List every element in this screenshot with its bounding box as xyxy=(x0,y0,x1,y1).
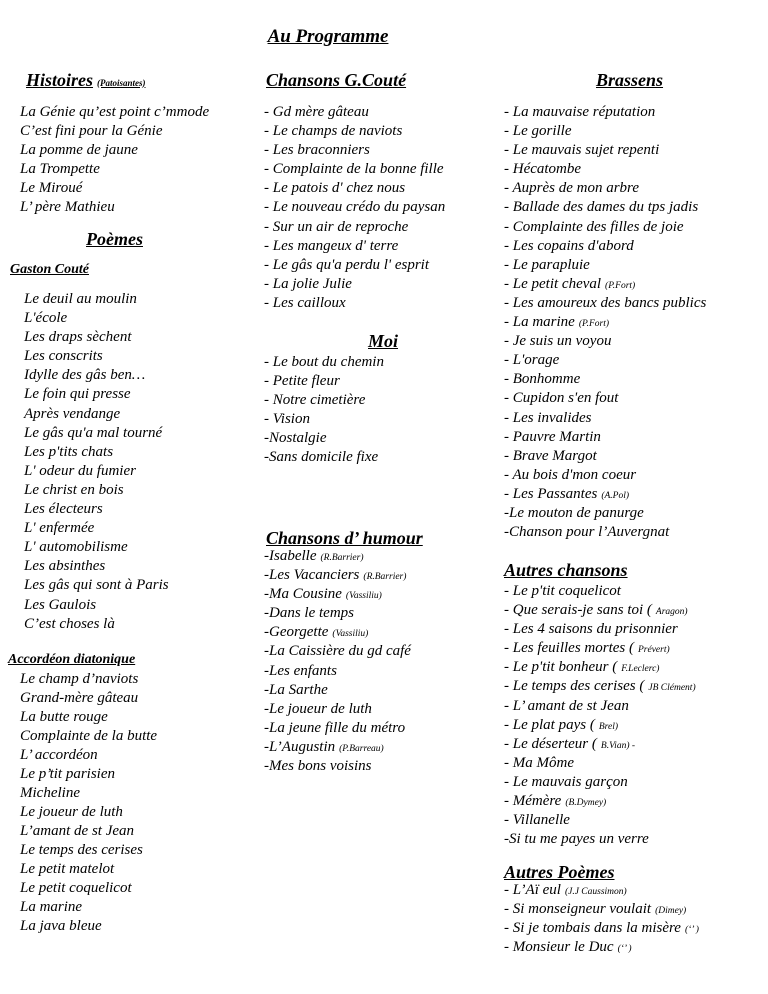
item-text: - Le déserteur ( xyxy=(504,735,597,752)
list-item xyxy=(264,604,411,623)
list-item xyxy=(20,784,157,803)
list-item xyxy=(24,519,169,538)
item-text: Le gâs qu'a mal tourné xyxy=(24,424,163,441)
item-text: La java bleue xyxy=(20,918,102,934)
item-text: -Si tu me payes un verre xyxy=(504,831,649,848)
list-item xyxy=(264,547,411,566)
item-text: Le deuil au moulin xyxy=(24,291,137,307)
item-text: - Villanelle xyxy=(504,812,570,829)
list-item xyxy=(504,485,706,504)
list-item xyxy=(264,623,411,642)
accordeon-heading: Accordéon diatonique xyxy=(8,652,136,667)
list-item xyxy=(24,366,169,385)
item-text: - Si monseigneur voulait xyxy=(504,901,652,918)
list-item xyxy=(264,237,445,256)
item-note: (R.Barrier) xyxy=(320,553,364,563)
item-text: - Le nouveau crédo du paysan xyxy=(264,199,446,216)
item-text: - L'orage xyxy=(504,352,560,369)
list-item xyxy=(20,689,157,708)
item-text: -La jeune fille du métro xyxy=(264,719,406,736)
list-item xyxy=(504,313,706,332)
item-text: - Que serais-je sans toi ( xyxy=(504,602,652,619)
list-item xyxy=(264,179,445,198)
poemes-list xyxy=(24,290,169,634)
item-text: - Vision xyxy=(264,411,310,428)
list-item xyxy=(20,746,157,765)
item-text: Le petit coquelicot xyxy=(20,880,132,896)
brassens-list xyxy=(504,103,706,542)
item-text: - Gd mère gâteau xyxy=(264,104,369,120)
list-item xyxy=(504,504,706,523)
page-title: Au Programme xyxy=(267,26,389,47)
item-text: -Les Vacanciers xyxy=(264,567,360,584)
item-text: Le p’tit parisien xyxy=(20,766,116,782)
poemes-heading: Poèmes xyxy=(86,229,143,249)
list-item xyxy=(20,670,157,689)
item-text: Les Gaulois xyxy=(24,596,97,613)
list-item xyxy=(264,662,411,681)
list-item xyxy=(504,237,706,256)
item-text: - Le mauvais garçon xyxy=(504,773,628,790)
list-item xyxy=(24,405,169,424)
list-item xyxy=(264,275,445,294)
item-note: (J.J Caussimon) xyxy=(564,887,627,897)
list-item xyxy=(20,727,157,746)
autres-chansons-list xyxy=(504,582,696,849)
item-text: - Le bout du chemin xyxy=(264,354,384,370)
brassens-heading: Brassens xyxy=(596,70,664,90)
item-note: (R.Barrier) xyxy=(363,572,407,583)
list-item xyxy=(504,601,696,620)
list-item xyxy=(20,708,157,727)
item-text: -L’Augustin xyxy=(264,738,336,755)
histoires-list xyxy=(20,103,209,218)
histoires-note: (Patoisantes) xyxy=(97,78,146,88)
list-item xyxy=(504,919,699,938)
list-item xyxy=(504,103,706,122)
item-text: - Bonhomme xyxy=(504,371,581,388)
item-text: - Les amoureux des bancs publics xyxy=(504,294,707,311)
item-text: -La Sarthe xyxy=(264,681,328,698)
item-note: F.Leclerc) xyxy=(621,664,660,675)
item-text: Les conscrits xyxy=(24,348,103,365)
list-item xyxy=(264,738,411,757)
item-text: - Les mangeux d' terre xyxy=(264,237,399,254)
item-text: - Si je tombais dans la misère xyxy=(504,920,681,937)
list-item xyxy=(264,719,411,738)
list-item xyxy=(504,294,706,313)
item-text: - Au bois d'mon coeur xyxy=(504,466,637,483)
item-text: Le temps des cerises xyxy=(20,842,143,858)
item-text: - Le champs de naviots xyxy=(264,123,403,140)
list-item xyxy=(24,576,169,595)
list-item xyxy=(264,198,445,217)
list-item xyxy=(504,658,696,677)
item-note: (Vassiliu) xyxy=(345,591,382,602)
list-item xyxy=(504,881,699,900)
list-item xyxy=(264,353,384,372)
item-text: Complainte de la butte xyxy=(20,728,158,744)
item-text: - Les 4 saisons du prisonnier xyxy=(504,621,678,638)
item-note: (Dimey) xyxy=(655,906,687,917)
item-text: -Le mouton de panurge xyxy=(504,504,644,521)
item-text: - Le gorille xyxy=(504,123,572,140)
list-item xyxy=(24,596,169,615)
list-item xyxy=(264,256,445,275)
moi-list xyxy=(264,353,384,468)
item-note: Prévert) xyxy=(637,645,670,656)
item-text: L' automobilisme xyxy=(24,539,128,556)
list-item xyxy=(20,917,157,936)
list-item xyxy=(504,582,696,601)
autres-poemes-heading: Autres Poèmes xyxy=(504,862,615,882)
list-item xyxy=(504,179,706,198)
item-text: -Dans le temps xyxy=(264,605,354,622)
list-item xyxy=(504,256,706,275)
item-text: - Les braconniers xyxy=(264,142,370,159)
list-item xyxy=(264,429,384,448)
item-text: Les gâs qui sont à Paris xyxy=(24,577,169,594)
item-text: La marine xyxy=(20,899,83,915)
item-text: C’est fini pour la Génie xyxy=(20,123,163,140)
item-note: (P.Fort) xyxy=(578,319,610,330)
item-text: - La jolie Julie xyxy=(264,275,352,292)
list-item xyxy=(504,447,706,466)
item-text: - Le p'tit bonheur ( xyxy=(504,659,618,676)
list-item xyxy=(504,938,699,957)
item-text: Le foin qui presse xyxy=(24,386,131,403)
item-text: L’amant de st Jean xyxy=(20,823,135,839)
item-note: (‘’ ) xyxy=(684,925,699,936)
list-item xyxy=(264,294,445,313)
item-text: - Les Passantes xyxy=(504,485,598,502)
item-note: (‘’ ) xyxy=(617,944,632,955)
item-text: - Le temps des cerises ( xyxy=(504,678,645,695)
list-item xyxy=(20,879,157,898)
list-item xyxy=(504,697,696,716)
list-item xyxy=(20,803,157,822)
list-item xyxy=(24,615,169,634)
list-item xyxy=(504,811,696,830)
list-item xyxy=(504,900,699,919)
item-text: Les p'tits chats xyxy=(24,443,114,460)
list-item xyxy=(264,160,445,179)
list-item xyxy=(24,500,169,519)
item-text: - Brave Margot xyxy=(504,447,597,464)
item-text: -Chanson pour l’Auvergnat xyxy=(504,524,670,541)
item-text: La butte rouge xyxy=(20,709,108,725)
item-text: - Petite fleur xyxy=(264,373,340,390)
item-text: - Mémère xyxy=(504,793,562,810)
moi-heading: Moi xyxy=(368,331,399,351)
list-item xyxy=(264,642,411,661)
list-item xyxy=(24,385,169,404)
item-text: Le petit matelot xyxy=(20,861,115,877)
item-text: -Ma Cousine xyxy=(264,586,342,603)
poemes-subtitle: Gaston Couté xyxy=(10,262,89,277)
item-text: - Les invalides xyxy=(504,409,592,426)
item-text: - Ma Môme xyxy=(504,754,574,771)
list-item xyxy=(264,391,384,410)
list-item xyxy=(20,179,209,198)
item-text: Le joueur de luth xyxy=(20,804,123,820)
item-text: -Georgette xyxy=(264,624,329,641)
item-note: (B.Dymey) xyxy=(565,798,607,809)
item-note: (Vassiliu) xyxy=(332,629,369,640)
item-text: - Auprès de mon arbre xyxy=(504,180,639,197)
list-item xyxy=(504,122,706,141)
item-text: - Pauvre Martin xyxy=(504,428,601,445)
list-item xyxy=(264,700,411,719)
list-item xyxy=(24,443,169,462)
list-item xyxy=(504,389,706,408)
item-text: -La Caissière du gd café xyxy=(264,643,411,660)
item-text: L' enfermée xyxy=(24,520,95,537)
item-text: C’est choses là xyxy=(24,615,115,632)
list-item xyxy=(504,466,706,485)
list-item xyxy=(20,198,209,217)
list-item xyxy=(24,557,169,576)
list-item xyxy=(20,141,209,160)
list-item xyxy=(504,830,696,849)
autres-poemes-list xyxy=(504,881,699,957)
list-item xyxy=(264,103,445,122)
item-text: Le Miroué xyxy=(20,180,83,197)
list-item xyxy=(264,681,411,700)
list-item xyxy=(264,141,445,160)
item-text: - Ballade des dames du tps jadis xyxy=(504,199,699,216)
list-item xyxy=(24,424,169,443)
item-text: - Complainte de la bonne fille xyxy=(264,161,444,178)
item-text: La Génie qu’est point c’mmode xyxy=(20,104,210,120)
list-item xyxy=(24,309,169,328)
histoires-title: Histoires xyxy=(26,70,94,90)
list-item xyxy=(264,218,445,237)
list-item xyxy=(20,898,157,917)
item-text: Le champ d’naviots xyxy=(20,671,139,687)
list-item xyxy=(20,160,209,179)
list-item xyxy=(504,677,696,696)
item-text: - Les cailloux xyxy=(264,294,346,311)
list-item xyxy=(24,290,169,309)
list-item xyxy=(20,860,157,879)
item-text: L'école xyxy=(24,310,68,327)
item-text: - Cupidon s'en fout xyxy=(504,390,619,407)
list-item xyxy=(504,792,696,811)
item-text: - Le mauvais sujet repenti xyxy=(504,142,660,159)
item-note: Brel) xyxy=(598,721,618,732)
chansons-coute-heading: Chansons G.Couté xyxy=(266,70,407,90)
list-item xyxy=(504,141,706,160)
list-item xyxy=(264,566,411,585)
list-item xyxy=(504,160,706,179)
item-text: L’ accordéon xyxy=(20,747,98,763)
item-text: Micheline xyxy=(20,785,80,801)
item-text: - Le p'tit coquelicot xyxy=(504,583,621,599)
humour-heading: Chansons d’ humour xyxy=(266,528,423,548)
item-text: - Les feuilles mortes ( xyxy=(504,640,634,657)
item-note: B.Vian) - xyxy=(600,740,636,751)
item-text: -Isabelle xyxy=(264,548,317,564)
item-note: JB Clément) xyxy=(648,683,696,694)
list-item xyxy=(24,328,169,347)
list-item xyxy=(504,773,696,792)
list-item xyxy=(504,428,706,447)
item-text: - Sur un air de reproche xyxy=(264,218,409,235)
item-text: Les draps sèchent xyxy=(24,329,132,346)
list-item xyxy=(264,122,445,141)
item-text: - Le parapluie xyxy=(504,256,590,273)
list-item xyxy=(24,538,169,557)
item-text: - Hécatombe xyxy=(504,161,582,178)
item-text: L' odeur du fumier xyxy=(24,462,136,479)
item-text: -Le joueur de luth xyxy=(264,700,372,717)
list-item xyxy=(504,523,706,542)
list-item xyxy=(504,735,696,754)
list-item xyxy=(24,481,169,500)
list-item xyxy=(264,410,384,429)
item-note: Aragon) xyxy=(655,607,688,618)
list-item xyxy=(20,122,209,141)
item-text: Après vendange xyxy=(24,405,121,422)
list-item xyxy=(24,347,169,366)
item-text: - L’ amant de st Jean xyxy=(504,697,629,714)
list-item xyxy=(24,462,169,481)
item-text: -Les enfants xyxy=(264,662,337,679)
item-note: (P.Fort) xyxy=(605,280,636,291)
item-text: -Nostalgie xyxy=(264,430,327,447)
list-item xyxy=(504,198,706,217)
humour-list xyxy=(264,547,411,776)
item-note: (A.Pol) xyxy=(601,490,630,501)
list-item xyxy=(264,372,384,391)
list-item xyxy=(504,409,706,428)
autres-chansons-heading: Autres chansons xyxy=(504,560,628,580)
item-text: -Sans domicile fixe xyxy=(264,449,379,466)
list-item xyxy=(264,448,384,467)
item-text: Grand-mère gâteau xyxy=(20,690,139,706)
chansons-coute-list xyxy=(264,103,445,313)
list-item xyxy=(504,332,706,351)
list-item xyxy=(504,754,696,773)
item-text: - La mauvaise réputation xyxy=(504,104,656,120)
list-item xyxy=(264,585,411,604)
item-text: - Monsieur le Duc xyxy=(504,939,614,956)
list-item xyxy=(504,351,706,370)
item-text: La pomme de jaune xyxy=(20,142,138,159)
item-text: - Complainte des filles de joie xyxy=(504,218,684,235)
item-text: - Notre cimetière xyxy=(264,392,366,409)
list-item xyxy=(504,716,696,735)
item-text: -Mes bons voisins xyxy=(264,758,372,775)
list-item xyxy=(504,218,706,237)
item-text: Idylle des gâs ben… xyxy=(24,367,146,384)
item-text: Les absinthes xyxy=(24,558,106,575)
accordeon-list xyxy=(20,670,157,936)
list-item xyxy=(20,841,157,860)
histoires-heading xyxy=(26,70,146,91)
list-item xyxy=(20,765,157,784)
item-text: La Trompette xyxy=(20,161,100,178)
list-item xyxy=(504,620,696,639)
item-text: - Le petit cheval xyxy=(504,275,602,292)
item-text: - Le gâs qu'a perdu l' esprit xyxy=(264,256,430,273)
item-text: Le christ en bois xyxy=(24,481,124,498)
list-item xyxy=(504,275,706,294)
list-item xyxy=(20,103,209,122)
item-text: - La marine xyxy=(504,314,575,331)
item-text: - Je suis un voyou xyxy=(504,333,612,350)
list-item xyxy=(20,822,157,841)
list-item xyxy=(264,757,411,776)
item-text: Les électeurs xyxy=(24,501,103,518)
item-note: (P.Barreau) xyxy=(339,743,384,754)
list-item xyxy=(504,639,696,658)
item-text: L’ père Mathieu xyxy=(20,199,115,216)
item-text: - Les copains d'abord xyxy=(504,237,634,254)
list-item xyxy=(504,370,706,389)
item-text: - Le plat pays ( xyxy=(504,716,595,733)
item-text: - L’Aï eul xyxy=(504,882,561,898)
item-text: - Le patois d' chez nous xyxy=(264,180,406,197)
